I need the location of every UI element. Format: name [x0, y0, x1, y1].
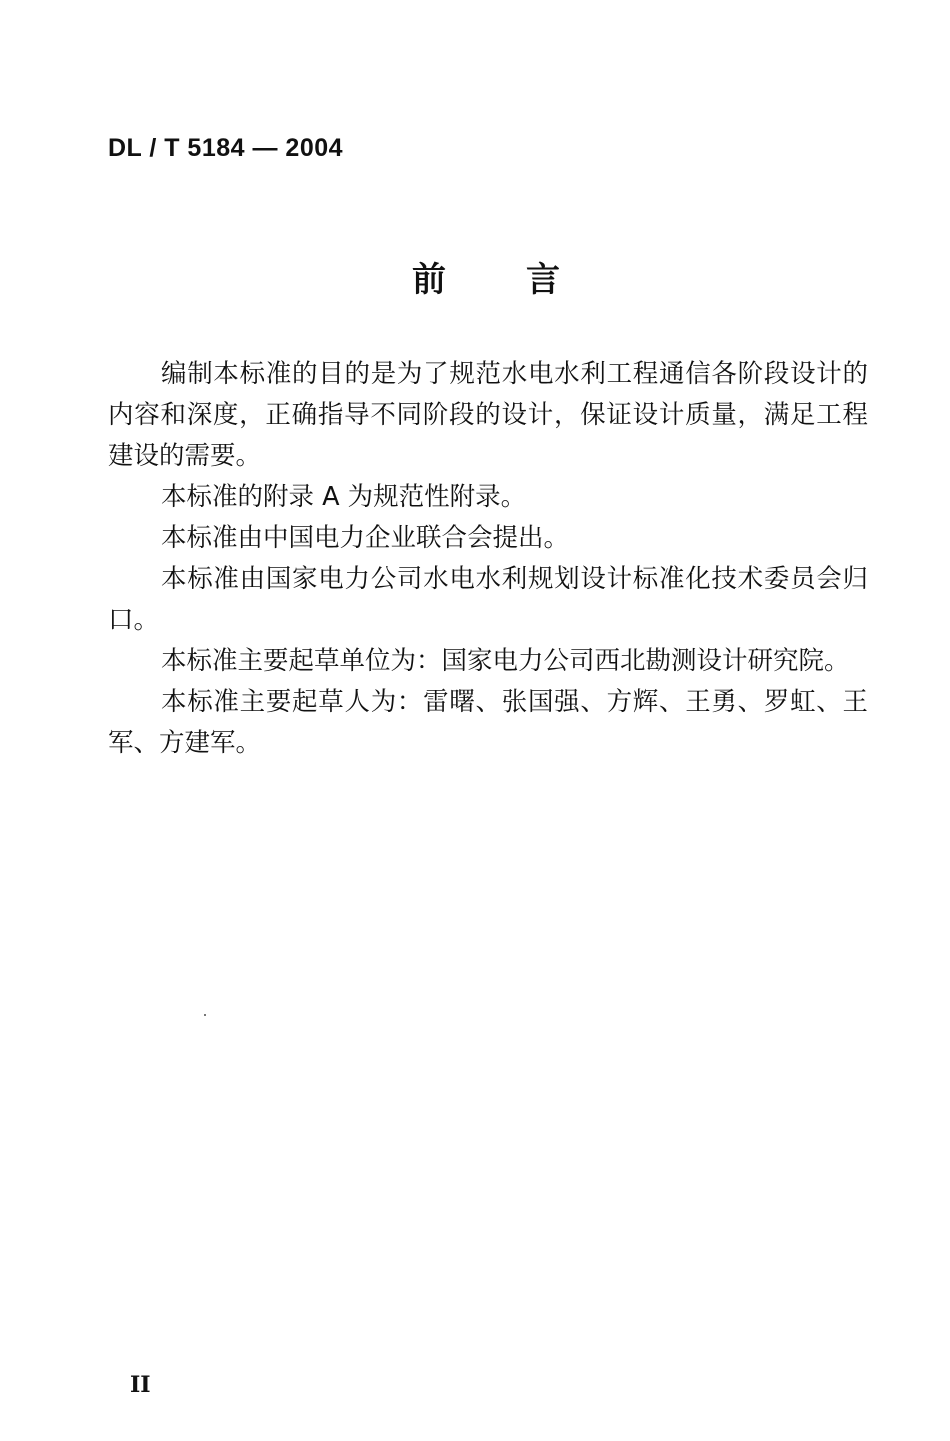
scan-speck	[204, 1014, 206, 1016]
paragraph-drafters: 本标准主要起草人为：雷曙、张国强、方辉、王勇、罗虹、王军、方建军。	[108, 687, 868, 758]
paragraph-administrator: 本标准由国家电力公司水电水利规划设计标准化技术委员会归口。	[108, 564, 868, 635]
standard-number: DL / T 5184 — 2004	[108, 134, 344, 162]
paragraph-appendix: 本标准的附录 A 为规范性附录。	[161, 482, 527, 512]
paragraph-proposer: 本标准由中国电力企业联合会提出。	[161, 523, 570, 553]
preface-body	[108, 354, 868, 764]
page-number: II	[130, 1372, 151, 1398]
paragraph-purpose: 编制本标准的目的是为了规范水电水利工程通信各阶段设计的内容和深度，正确指导不同阶段的设计，保证设计质量，满足工程建设的需要。	[108, 359, 868, 471]
page-title: 前言	[412, 260, 640, 300]
paragraph-drafting-unit: 本标准主要起草单位为：国家电力公司西北勘测设计研究院。	[161, 646, 850, 676]
